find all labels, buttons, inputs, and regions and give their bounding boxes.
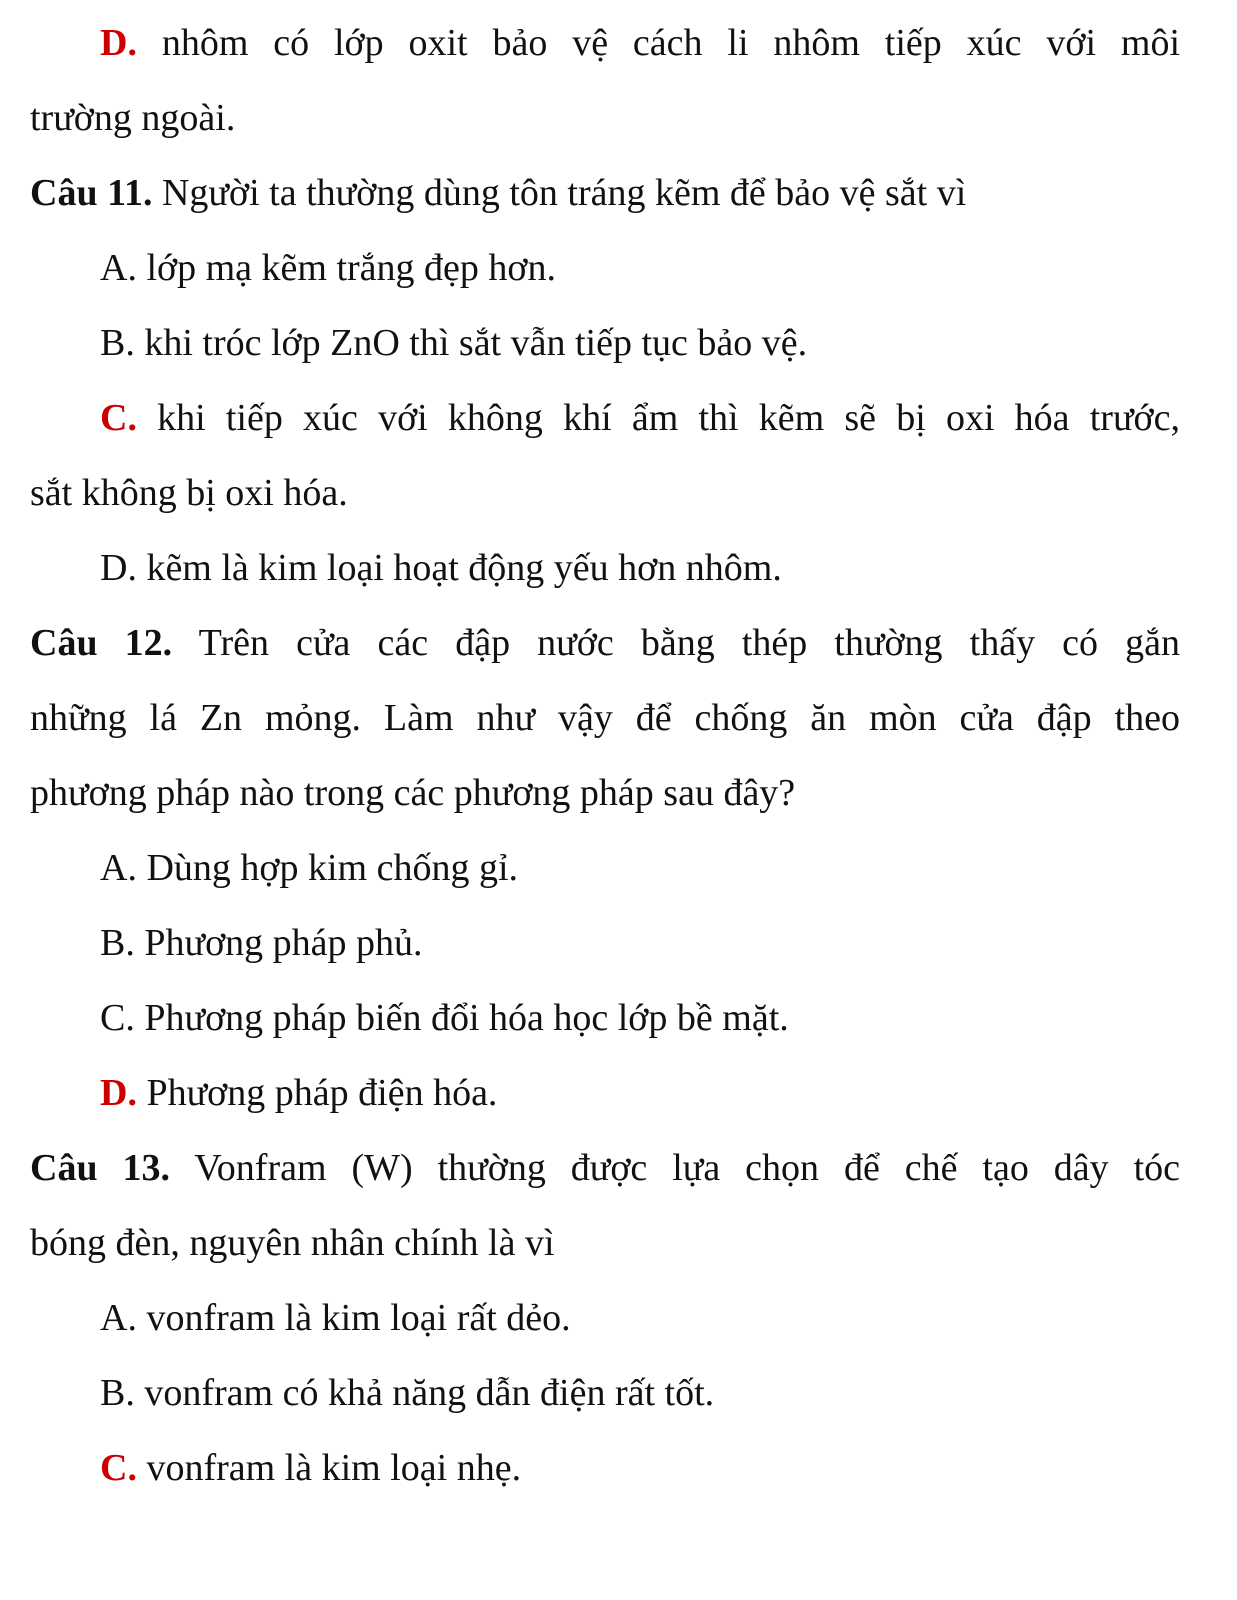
option-c-q13	[100, 1430, 1180, 1506]
option-c-q11	[100, 380, 1180, 456]
question-text: phương pháp nào trong các phương pháp sau đây?	[30, 772, 796, 814]
option-a-q12	[100, 830, 1180, 906]
option-b-q11	[100, 305, 1180, 381]
answer-d-q10-continued	[30, 80, 1180, 156]
option-text: B. khi tróc lớp ZnO thì sắt vẫn tiếp tục bảo vệ.	[100, 322, 808, 364]
option-text: C. Phương pháp biến đổi hóa học lớp bề mặt.	[100, 997, 789, 1039]
option-text: A. lớp mạ kẽm trắng đẹp hơn.	[100, 247, 556, 289]
option-d-q12	[100, 1055, 1180, 1131]
question-label: Câu 12.	[30, 622, 173, 664]
answer-key-label: C.	[100, 397, 137, 439]
question-11	[30, 155, 1180, 231]
option-text: A. Dùng hợp kim chống gỉ.	[100, 847, 519, 889]
option-c-q11-continued	[30, 455, 1180, 531]
answer-key-label: C.	[100, 1447, 137, 1489]
question-text: Vonfram (W) thường được lựa chọn để chế tạo dây tóc	[170, 1147, 1180, 1189]
question-13	[30, 1130, 1180, 1206]
answer-d-q10	[100, 5, 1180, 81]
option-text: D. kẽm là kim loại hoạt động yếu hơn nhôm.	[100, 547, 782, 589]
option-b-q13	[100, 1355, 1180, 1431]
question-text: bóng đèn, nguyên nhân chính là vì	[30, 1222, 555, 1264]
option-text: B. Phương pháp phủ.	[100, 922, 423, 964]
option-text: sắt không bị oxi hóa.	[30, 472, 348, 514]
option-text: B. vonfram có khả năng dẫn điện rất tốt.	[100, 1372, 715, 1414]
answer-key-label: D.	[100, 22, 137, 64]
option-a-q13	[100, 1280, 1180, 1356]
question-label: Câu 11.	[30, 172, 153, 214]
question-text: những lá Zn mỏng. Làm như vậy để chống ăn mòn cửa đập theo	[30, 697, 1180, 739]
answer-key-label: D.	[100, 1072, 137, 1114]
question-13-continued	[30, 1205, 1180, 1281]
option-text: A. vonfram là kim loại rất dẻo.	[100, 1297, 571, 1339]
question-12-continued	[30, 755, 1180, 831]
question-12	[30, 605, 1180, 681]
option-b-q12	[100, 905, 1180, 981]
answer-text: nhôm có lớp oxit bảo vệ cách li nhôm tiếp xúc với môi	[136, 22, 1180, 64]
question-label: Câu 13.	[30, 1147, 171, 1189]
answer-text: trường ngoài.	[30, 97, 236, 139]
option-text: Phương pháp điện hóa.	[136, 1072, 498, 1114]
option-text: khi tiếp xúc với không khí ẩm thì kẽm sẽ bị oxi hóa trước,	[136, 397, 1180, 439]
option-d-q11	[100, 530, 1180, 606]
option-c-q12	[100, 980, 1180, 1056]
question-text: Trên cửa các đập nước bằng thép thường thấy có gắn	[172, 622, 1180, 664]
option-text: vonfram là kim loại nhẹ.	[136, 1447, 522, 1489]
question-text: Người ta thường dùng tôn tráng kẽm để bảo vệ sắt vì	[152, 172, 967, 214]
option-a-q11	[100, 230, 1180, 306]
question-12-continued	[30, 680, 1180, 756]
